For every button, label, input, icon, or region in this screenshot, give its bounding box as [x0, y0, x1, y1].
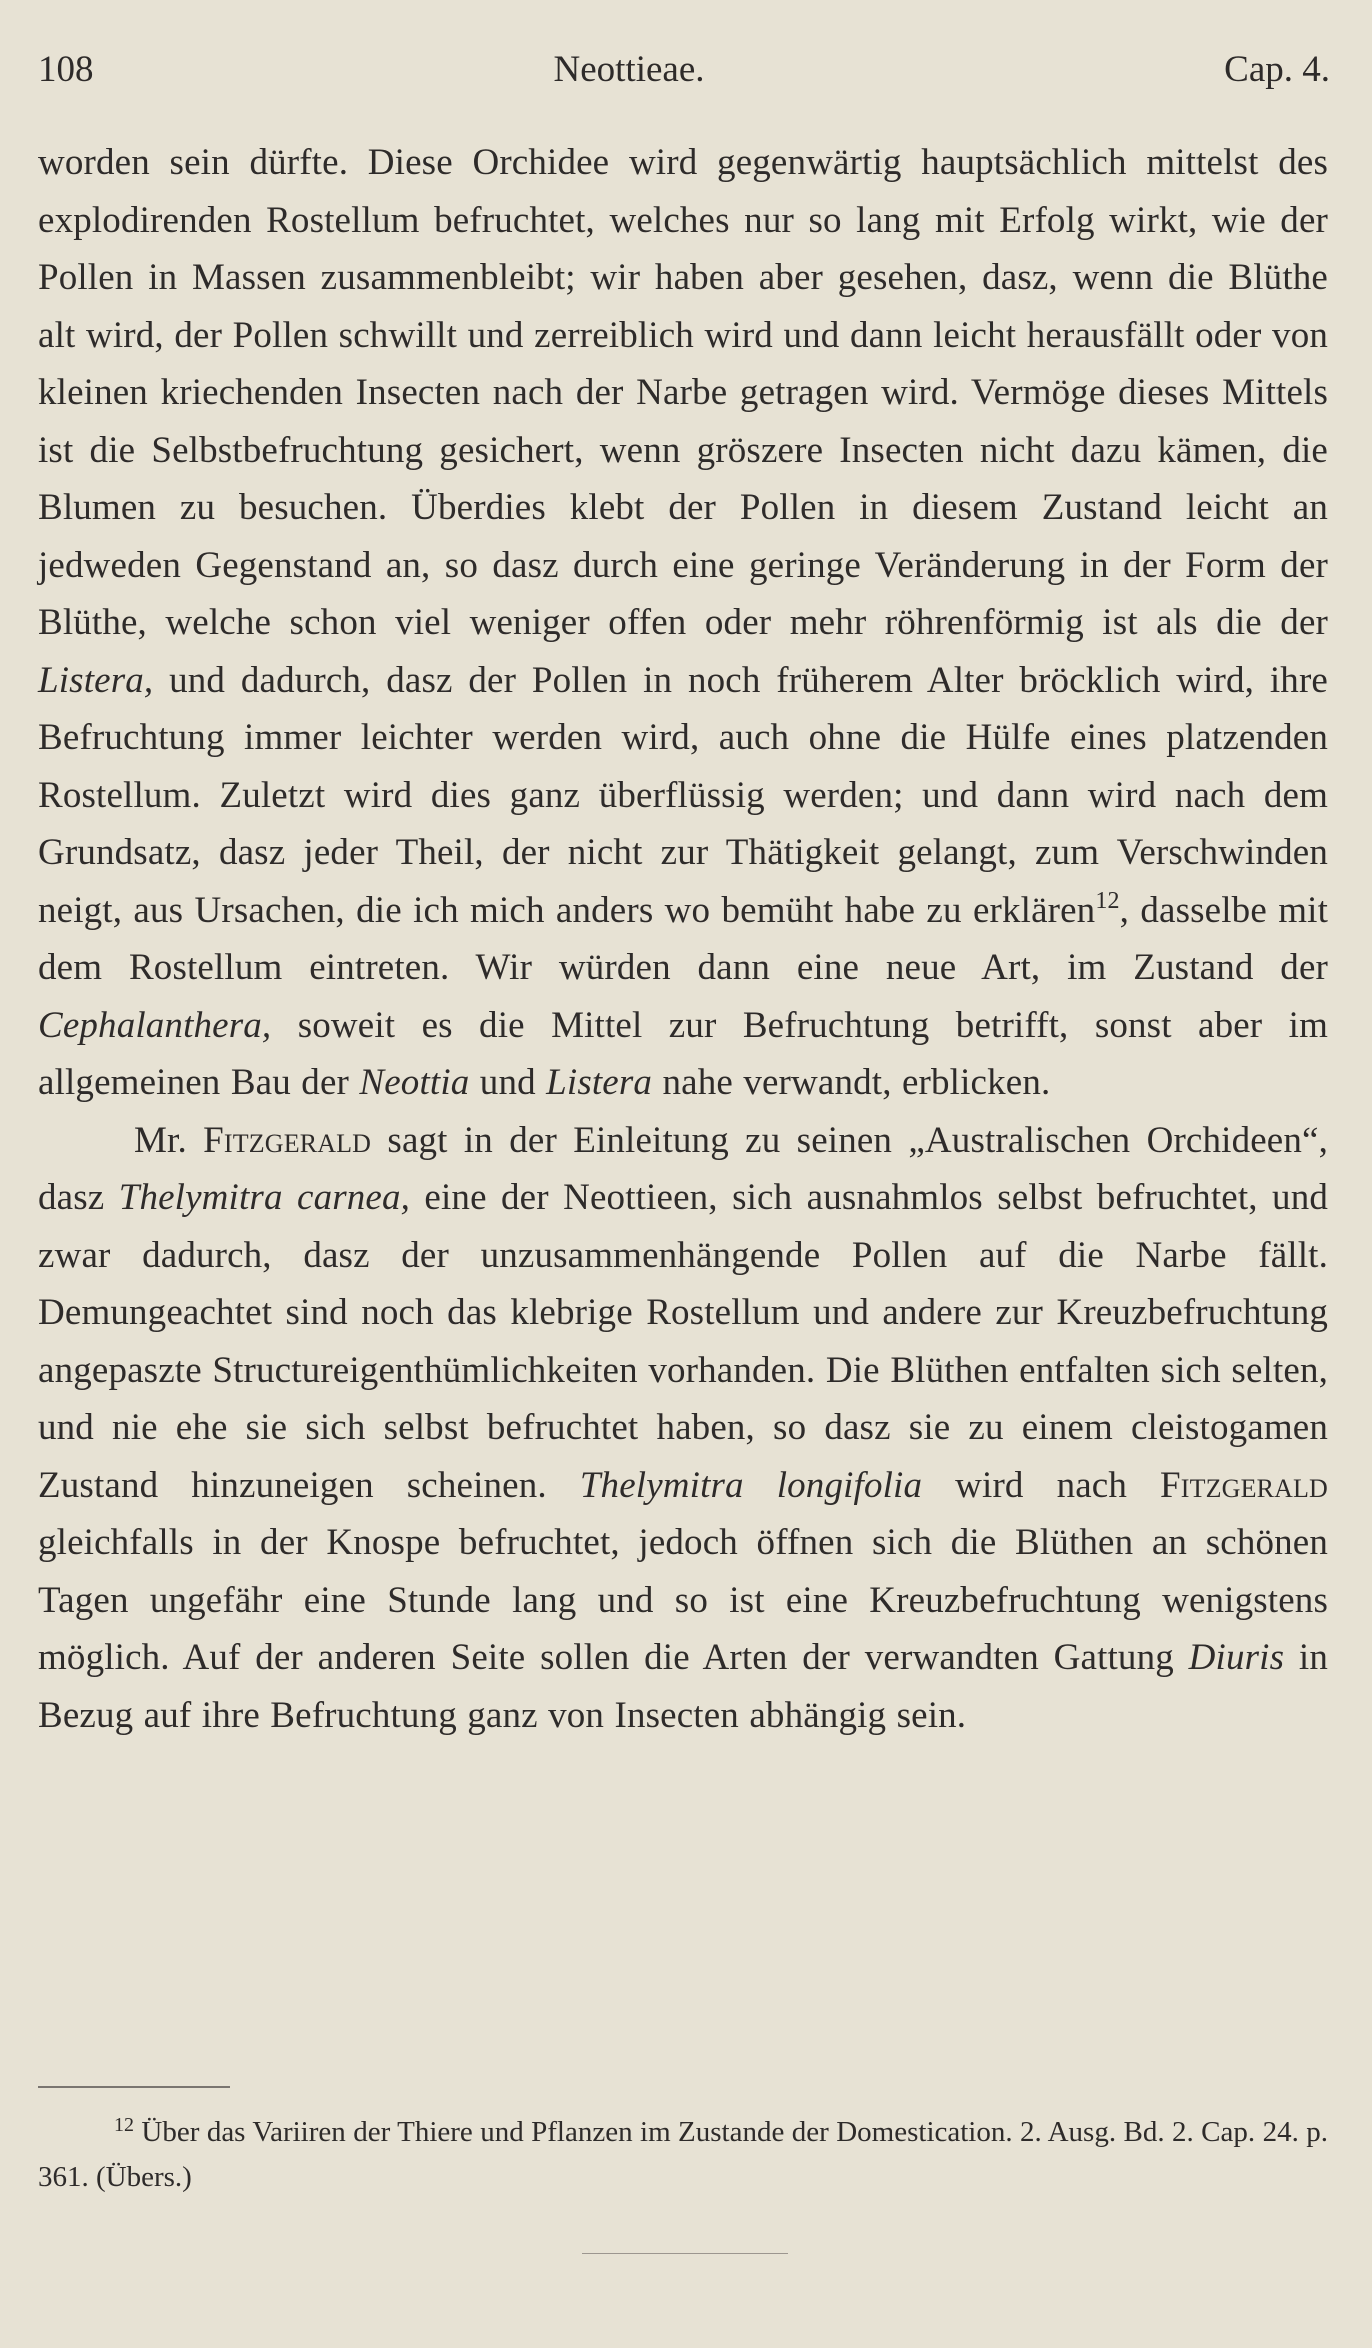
text-run: soweit es die Mittel zur Befruchtung betrifft, sonst aber im allgemeinen Bau der	[38, 1004, 1328, 1103]
author-name: Fitzgerald	[1160, 1464, 1328, 1506]
footnote-reference: 12	[1095, 887, 1120, 914]
page-end-divider	[582, 2253, 788, 2254]
text-run: , dasselbe mit dem Rostellum eintreten. Wir würden dann eine neue Art, im Zustand der	[38, 889, 1328, 988]
author-name: Fitzgerald	[203, 1119, 372, 1161]
body-text	[38, 134, 1328, 1744]
paragraph	[38, 1112, 1328, 1745]
footnote-marker: 12	[114, 2114, 134, 2136]
text-run: Mr.	[134, 1119, 204, 1161]
text-run: und dadurch, dasz der Pollen in noch früherem Alter bröcklich wird, ihre Befruchtung immer leichter werden wird, auch ohne die Hülfe eines platzenden Rostellum. Zuletzt wird dies ganz überflüssig werden; und dann wird nach dem Grundsatz, dasz jeder Theil, der nicht zur Thätigkeit gelangt, zum Verschwinden neigt, aus Ursachen, die ich mich anders wo bemüht habe zu erklären	[38, 659, 1328, 931]
text-run: und	[469, 1062, 547, 1103]
chapter-label: Cap. 4.	[1224, 49, 1330, 90]
paragraph	[38, 134, 1328, 1112]
running-head	[38, 40, 1330, 100]
italic-term: Neottia	[359, 1062, 470, 1103]
section-title: Neottieae.	[553, 49, 705, 90]
italic-term: Cephalanthera,	[38, 1004, 272, 1046]
page-number: 108	[38, 49, 94, 90]
footnote-text: Über das Variiren der Thiere und Pflanzen im Zustande der Domestication. 2. Ausg. Bd. 2. Cap. 24. p. 361. (Übers.)	[38, 2116, 1328, 2193]
text-run: sagt in der Einleitung zu seinen „Australischen Orchideen“, dasz	[38, 1119, 1329, 1218]
italic-term: Listera,	[38, 659, 154, 701]
text-run: wird nach	[922, 1464, 1161, 1506]
footnote-divider	[38, 2086, 230, 2088]
text-run: worden sein dürfte. Diese Orchidee wird gegenwärtig hauptsächlich mittelst des explodirenden Rostellum befruchtet, welches nur so lang mit Erfolg wirkt, wie der Pollen in Massen zusammenbleibt; wir haben aber gesehen, dasz, wenn die Blüthe alt wird, der Pollen schwillt und zerreiblich wird und dann leicht herausfällt oder von kleinen kriechenden Insecten nach der Narbe getragen wird. Vermöge dieses Mittels ist die Selbstbefruchtung gesichert, wenn gröszere Insecten nicht dazu kämen, die Blumen zu besuchen. Überdies klebt der Pollen in diesem Zustand leicht an jedweden Gegenstand an, so dasz durch eine geringe Veränderung in der Form der Blüthe, welche schon viel weniger offen oder mehr röhrenförmig ist als die der	[38, 142, 1328, 643]
text-run: in Bezug auf ihre Befruchtung ganz von Insecten abhängig sein.	[38, 1637, 1328, 1736]
footnote	[38, 2110, 1328, 2200]
text-run: gleichfalls in der Knospe befruchtet, jedoch öffnen sich die Blüthen an schönen Tagen ungefähr eine Stunde lang und so ist eine Kreuzbefruchtung wenigstens möglich. Auf der anderen Seite sollen die Arten der verwandten Gattung	[38, 1522, 1328, 1678]
italic-term: Thelymitra longifolia	[579, 1464, 923, 1506]
italic-term: Diuris	[1188, 1637, 1285, 1678]
text-run: nahe verwandt, erblicken.	[652, 1062, 1051, 1103]
italic-term: Listera	[546, 1062, 653, 1103]
text-run: eine der Neottieen, sich ausnahmlos selbst befruchtet, und zwar dadurch, dasz der unzusammenhängende Pollen auf die Narbe fällt. Demungeachtet sind noch das klebrige Rostellum und andere zur Kreuzbefruchtung angepaszte Structureigenthümlichkeiten vorhanden. Die Blüthen entfalten sich selten, und nie ehe sie sich selbst befruchtet haben, so dasz sie zu einem cleistogamen Zustand hinzuneigen scheinen.	[38, 1177, 1328, 1506]
italic-term: Thelymitra carnea,	[118, 1177, 411, 1218]
